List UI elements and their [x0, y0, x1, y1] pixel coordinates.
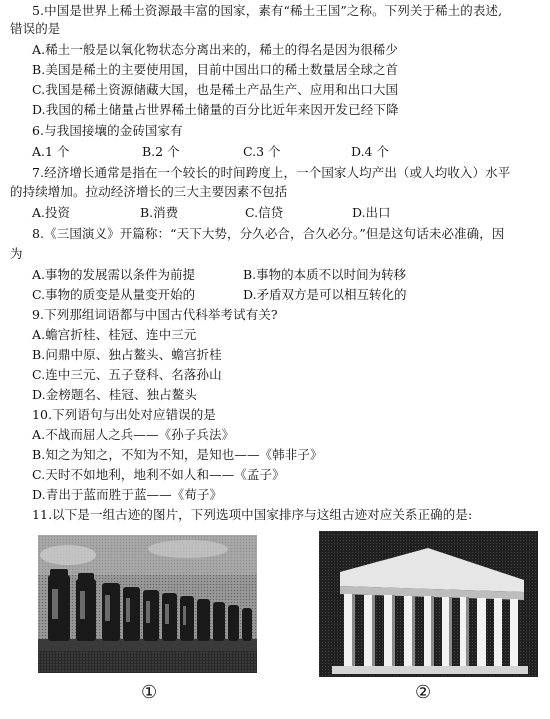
- q9-stem: 9.下列那组词语都与中国古代科举考试有关?: [32, 307, 278, 322]
- q8-option-c: C.事物的质变是从量变开始的: [32, 287, 196, 302]
- parthenon-image: [318, 530, 539, 678]
- q10-option-d: D.青出于蓝而胜于蓝——《荀子》: [32, 487, 223, 502]
- q8-stem-line1: 8.《三国演义》开篇称：“天下大势，分久必合，合久必分。”但是这句话未必准确，因: [32, 226, 505, 241]
- q8-option-b: B.事物的本质不以时间为转移: [243, 267, 407, 282]
- q10-option-c: C.天时不如地利，地利不如人和——《孟子》: [32, 467, 285, 482]
- q9-option-b: B.问鼎中原、独占鳌头、蟾宫折桂: [32, 347, 222, 362]
- q9-option-a: A.蟾宫折桂、桂冠、连中三元: [32, 327, 197, 342]
- q5-option-b: B.美国是稀土的主要使用国，目前中国出口的稀土数量居全球之首: [32, 62, 399, 77]
- moai-statues-image: [38, 535, 257, 673]
- q7-option-c: C.信贷: [245, 205, 284, 220]
- q6-stem: 6.与我国接壤的金砖国家有: [32, 123, 183, 138]
- q5-option-a: A.稀土一般是以氧化物状态分离出来的，稀土的得名是因为很稀少: [32, 42, 399, 57]
- q5-stem-line1: 5.中国是世界上稀土资源最丰富的国家，素有“稀土王国”之称。下列关于稀土的表述,: [32, 3, 503, 18]
- image-2-caption: ②: [415, 682, 432, 703]
- q5-option-c: C.我国是稀土资源储藏大国，也是稀土产品生产、应用和出口大国: [32, 82, 399, 97]
- image-1-caption: ①: [141, 682, 158, 703]
- q6-option-b: B.2 个: [142, 144, 180, 159]
- q6-option-c: C.3 个: [243, 144, 281, 159]
- q6-option-d: D.4 个: [351, 144, 389, 159]
- q8-option-d: D.矛盾双方是可以相互转化的: [243, 287, 407, 302]
- q8-stem-line2: 为: [10, 246, 23, 261]
- q5-stem-line2: 错误的是: [10, 21, 61, 36]
- q7-stem-line1: 7.经济增长通常是指在一个较长的时间跨度上，一个国家人均产出（或人均收入）水平: [32, 165, 511, 180]
- q7-option-d: D.出口: [352, 205, 391, 220]
- q10-option-a: A.不战而屈人之兵——《孙子兵法》: [32, 427, 235, 442]
- q7-option-b: B.消费: [140, 205, 179, 220]
- q10-stem: 10.下列语句与出处对应错误的是: [32, 407, 216, 422]
- q9-option-c: C.连中三元、五子登科、名落孙山: [32, 367, 222, 382]
- q10-option-b: B.知之为知之，不知为不知，是知也——《韩非子》: [32, 447, 323, 462]
- q7-stem-line2: 的持续增加。拉动经济增长的三大主要因素不包括: [10, 184, 288, 199]
- q8-option-a: A.事物的发展需以条件为前提: [32, 267, 196, 282]
- q5-option-d: D.我国的稀土储量占世界稀土储量的百分比近年来因开发已经下降: [32, 102, 399, 117]
- q6-option-a: A.1 个: [32, 144, 70, 159]
- q7-option-a: A.投资: [32, 205, 71, 220]
- q11-stem: 11.以下是一组古迹的图片，下列选项中国家排序与这组古迹对应关系正确的是:: [32, 507, 473, 522]
- q9-option-d: D.金榜题名、桂冠、独占鳌头: [32, 387, 197, 402]
